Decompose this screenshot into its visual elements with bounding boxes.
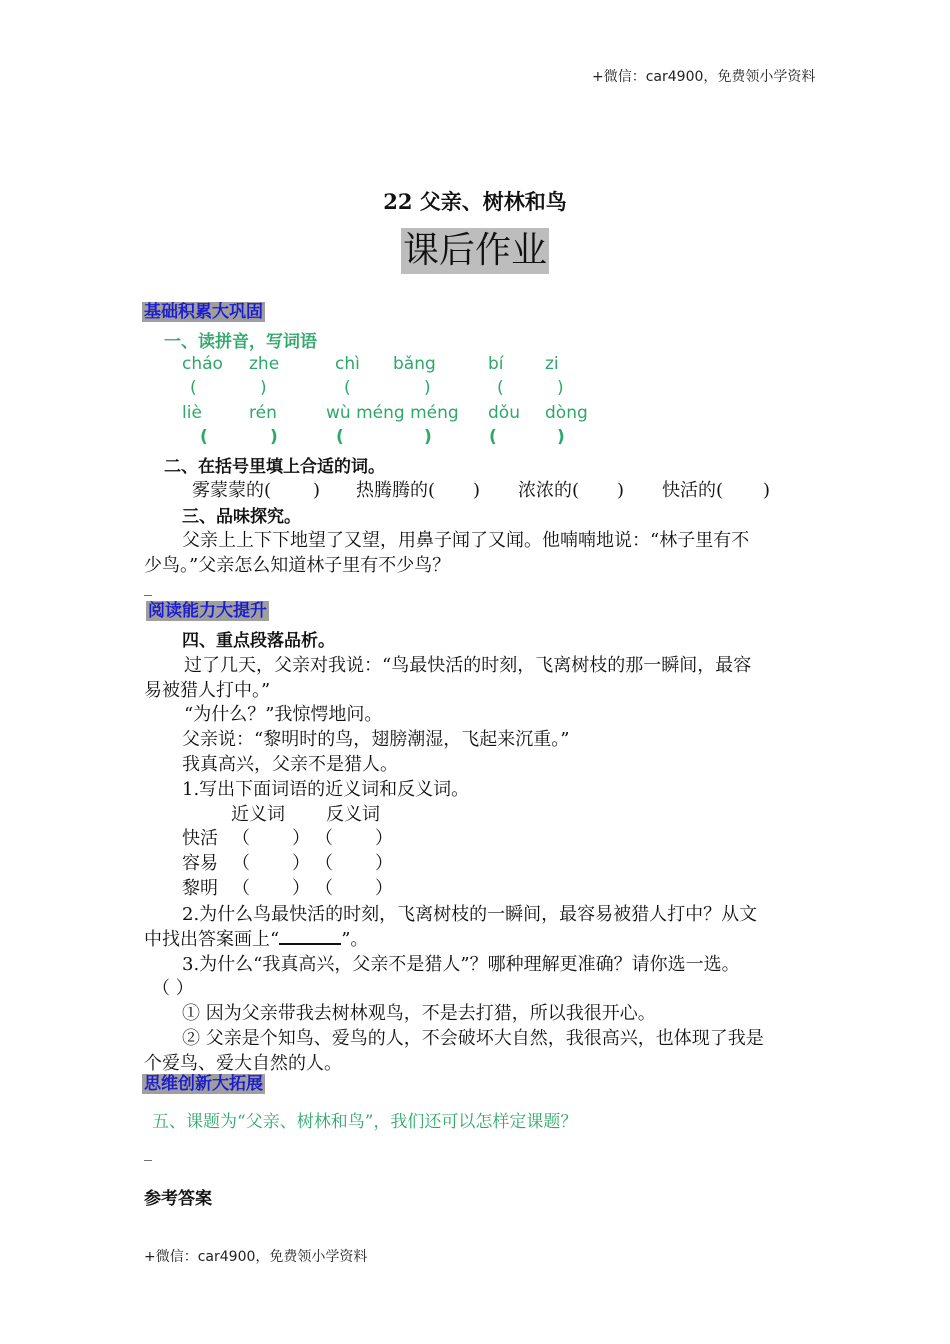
q3-text-line1: 父亲上上下下地望了又望，用鼻子闻了又闻。他喃喃地说：“林子里有不 — [182, 530, 750, 551]
word-row: 快活 （ ） （ ） — [182, 828, 393, 849]
footer-note: +微信：car4900，免费领小学资料 — [144, 1249, 368, 1265]
section-creative-label: 思维创新大拓展 — [144, 1074, 263, 1094]
answers-heading: 参考答案 — [144, 1189, 212, 1209]
q4-para3: 父亲说：“黎明时的鸟，翅膀潮湿，飞起来沉重。” — [182, 729, 570, 750]
q4-heading: 四、重点段落品析。 — [182, 631, 335, 651]
pinyin-bi: bí — [488, 354, 504, 374]
q4-sub3-line1: 3.为什么“我真高兴，父亲不是猎人”？哪种理解更准确？请你选一选。 — [182, 954, 740, 975]
paren-open: ( — [200, 427, 208, 447]
paren-close: ) — [260, 378, 267, 398]
pinyin-dou: dǒu — [488, 403, 520, 423]
header-note: +微信：car4900，免费领小学资料 — [592, 69, 816, 85]
fill-item-1: 雾蒙蒙的( ) — [192, 480, 321, 501]
q4-para1-line2: 易被猎人打中。” — [144, 680, 271, 701]
col-synonym: 近义词 — [231, 804, 285, 825]
pinyin-chi: chì — [335, 354, 360, 374]
page-title: 22 父亲、树林和鸟 — [383, 189, 567, 214]
pinyin-dong: dòng — [545, 403, 588, 423]
underline-mark — [279, 929, 341, 945]
q4-sub2-line2: 中找出答案画上“ ”。 — [144, 929, 369, 950]
pinyin-lie: liè — [182, 403, 202, 423]
section-basics — [142, 300, 265, 324]
q4-para4: 我真高兴，父亲不是猎人。 — [182, 754, 398, 775]
section-basics-label: 基础积累大巩固 — [144, 302, 263, 322]
q4-sub1: 1.写出下面词语的近义词和反义词。 — [182, 779, 470, 800]
pinyin-zhe: zhe — [249, 354, 280, 374]
q4-sub3-paren: （ ） — [152, 978, 194, 999]
paren-close: ) — [557, 427, 565, 447]
word-row: 容易 （ ） （ ） — [182, 853, 393, 874]
option-2-line1: ② 父亲是个知鸟、爱鸟的人，不会破坏大自然，我很高兴，也体现了我是 — [182, 1028, 764, 1049]
paren-open: ( — [344, 378, 351, 398]
answer-blank: _ — [144, 577, 152, 596]
pinyin-chao: cháo — [182, 354, 223, 374]
paren-open: ( — [336, 427, 344, 447]
paren-open: ( — [489, 427, 497, 447]
page-subtitle: 课后作业 — [401, 228, 549, 274]
q4-sub2-line1: 2.为什么鸟最快活的时刻，飞离树枝的一瞬间，最容易被猎人打中？从文 — [182, 904, 758, 925]
pinyin-zi: zi — [545, 354, 559, 374]
paren-open: ( — [497, 378, 504, 398]
pinyin-ren: rén — [249, 403, 277, 423]
section-creative — [142, 1072, 265, 1096]
option-2-line2: 个爱鸟、爱大自然的人。 — [144, 1053, 342, 1074]
section-reading-label: 阅读能力大提升 — [148, 601, 267, 621]
q2-heading: 二、在括号里填上合适的词。 — [164, 457, 385, 477]
paren-open: ( — [190, 378, 197, 398]
col-antonym: 反义词 — [326, 804, 380, 825]
q1-heading: 一、读拼音，写词语 — [164, 332, 317, 352]
option-1: ① 因为父亲带我去树林观鸟，不是去打猎，所以我很开心。 — [182, 1003, 656, 1024]
word-row: 黎明 （ ） （ ） — [182, 878, 393, 899]
fill-item-2: 热腾腾的( ) — [356, 480, 481, 501]
q3-text-line2: 少鸟。”父亲怎么知道林子里有不少鸟？ — [144, 555, 451, 576]
paren-close: ) — [557, 378, 564, 398]
q5-heading: 五、课题为“父亲、树林和鸟”，我们还可以怎样定课题？ — [152, 1112, 578, 1132]
q3-heading: 三、品味探究。 — [182, 507, 301, 527]
pinyin-bang: bǎng — [393, 354, 436, 374]
fill-item-4: 快活的( ) — [662, 480, 771, 501]
subtitle-wrap — [0, 228, 950, 274]
q4-para2: “为什么？”我惊愕地问。 — [184, 704, 383, 725]
q4-para1-line1: 过了几天，父亲对我说：“鸟最快活的时刻，飞离树枝的那一瞬间，最容 — [184, 655, 752, 676]
fill-item-3: 浓浓的( ) — [518, 480, 625, 501]
paren-close: ) — [424, 378, 431, 398]
paren-close: ) — [424, 427, 432, 447]
answer-blank: _ — [144, 1142, 152, 1161]
pinyin-wumengmeng: wù méng méng — [326, 403, 459, 423]
paren-close: ) — [270, 427, 278, 447]
section-reading — [146, 599, 269, 623]
